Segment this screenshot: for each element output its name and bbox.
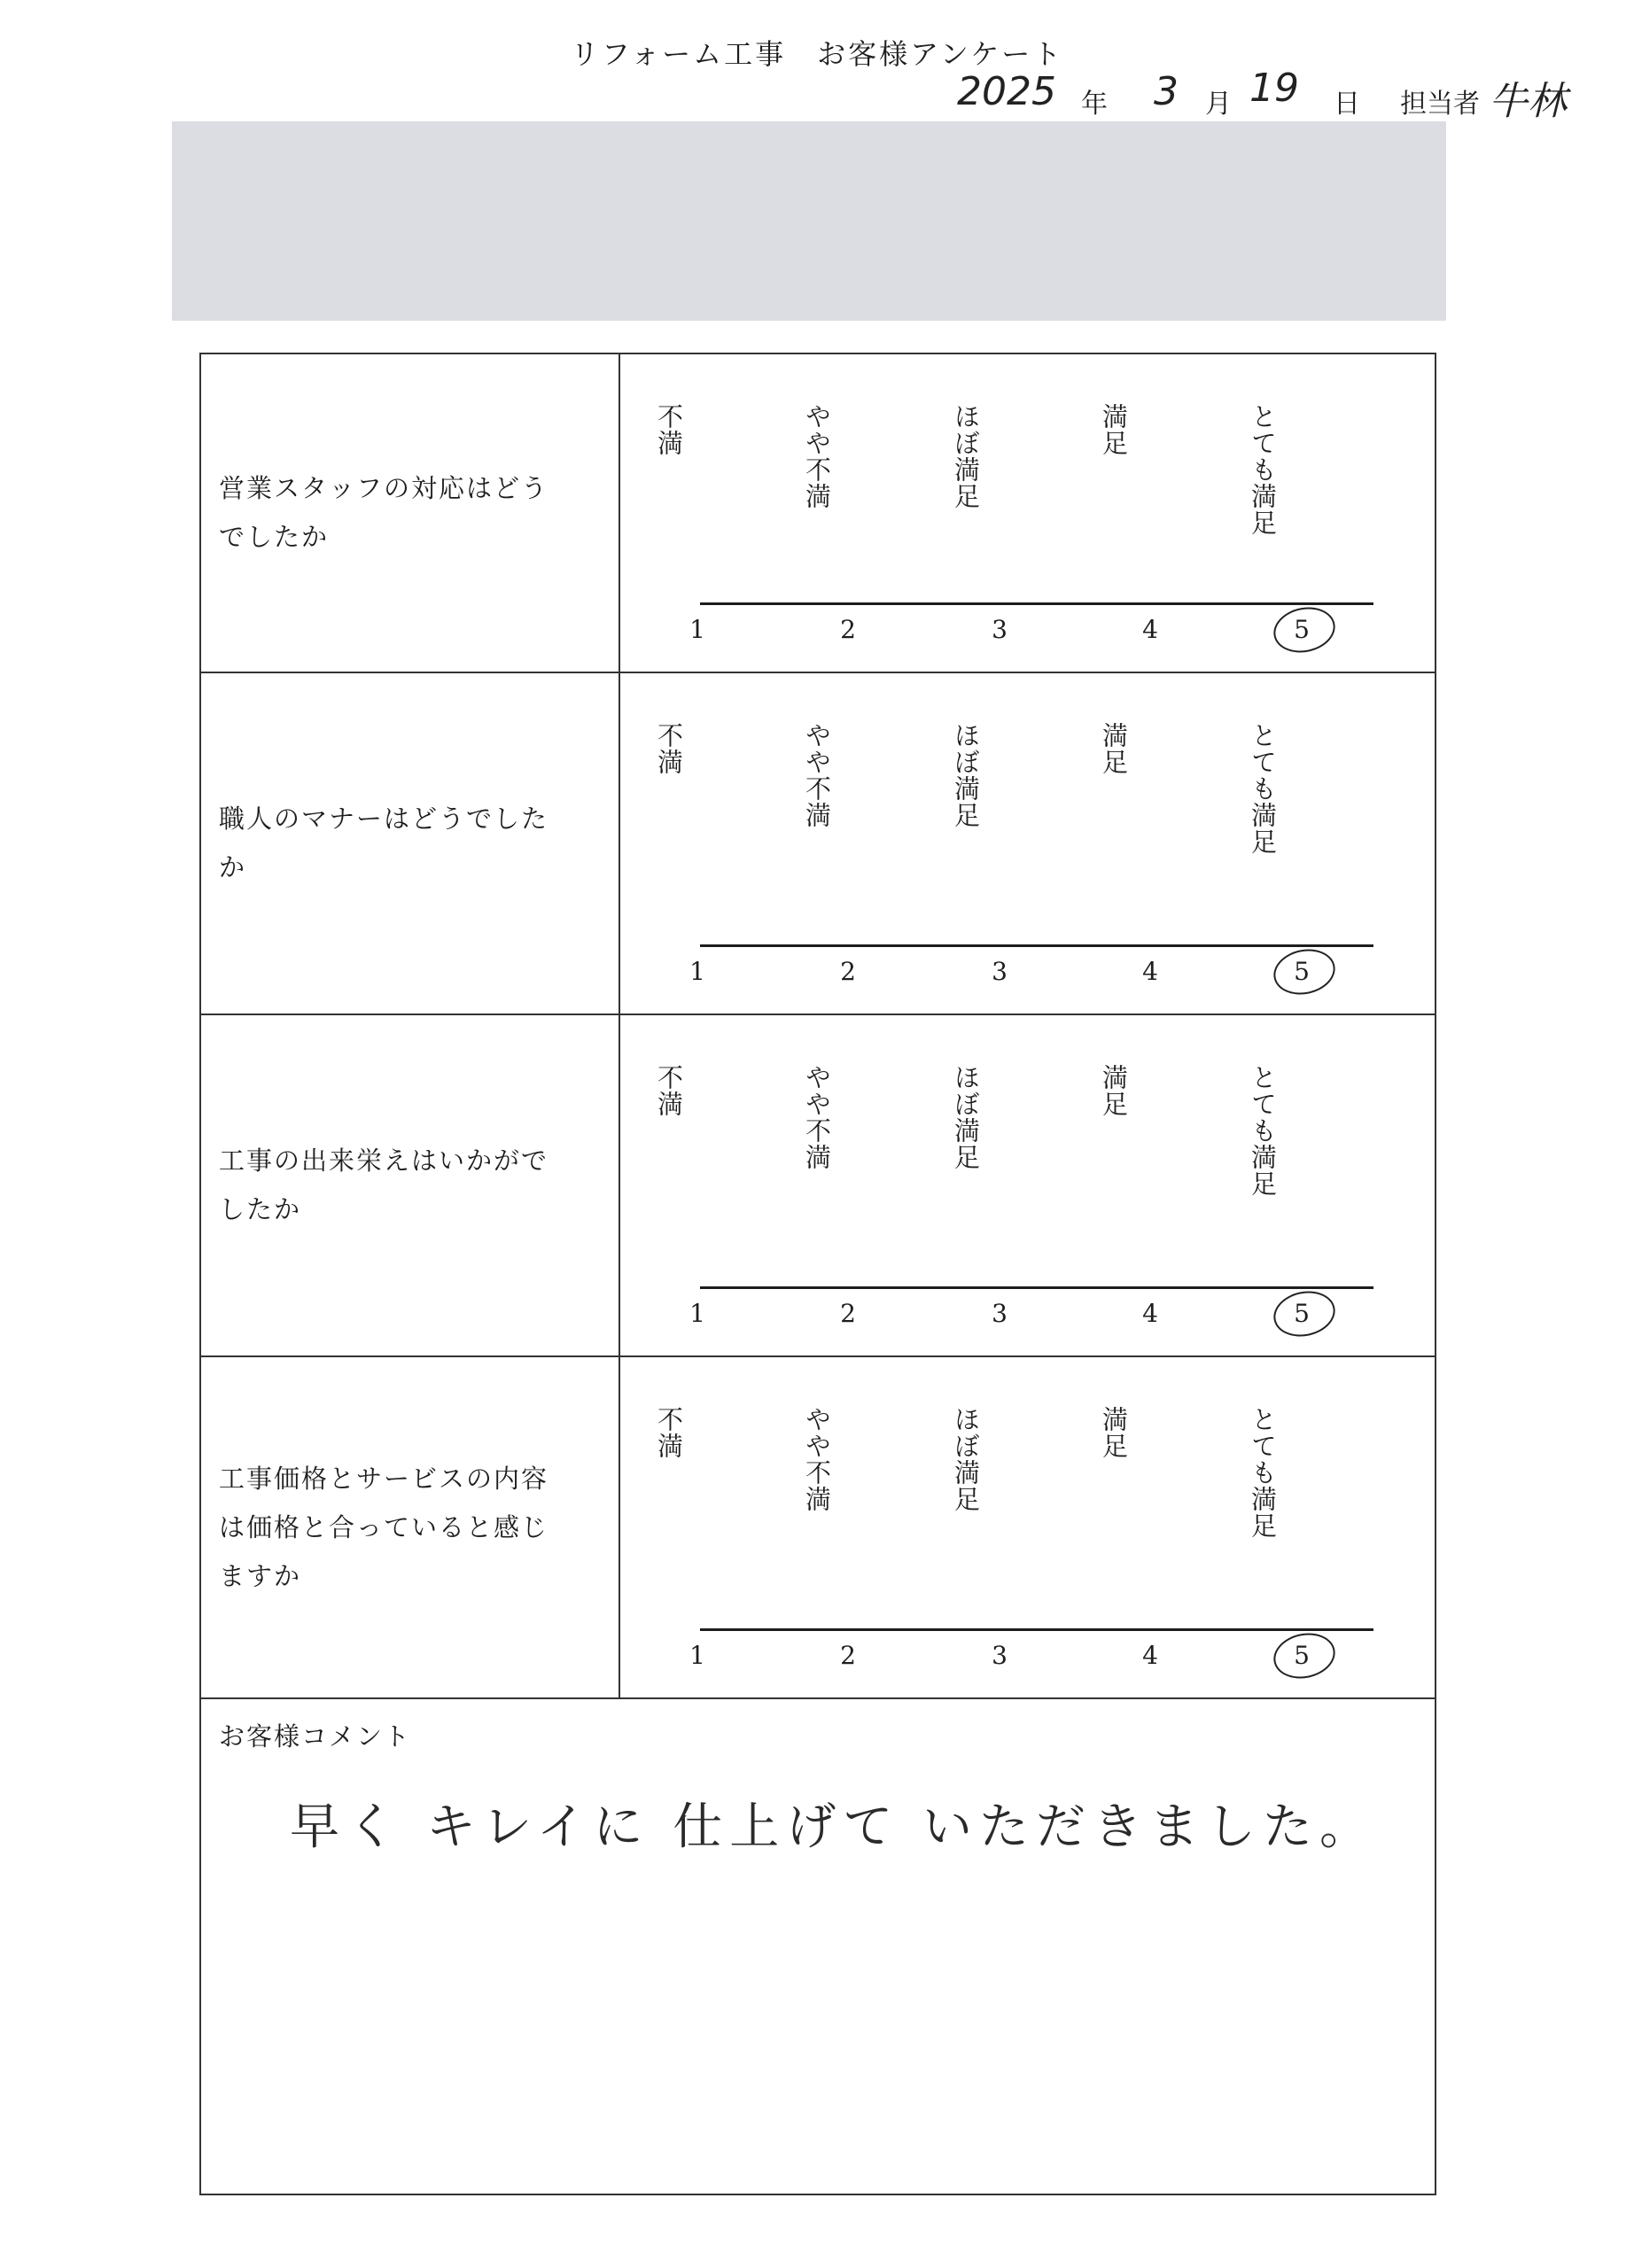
- scale-label: やや不満: [802, 1064, 832, 1170]
- date-year: 2025: [957, 69, 1056, 114]
- scale-number: 4: [1142, 1299, 1158, 1328]
- scale-label: ほぼ満足: [951, 1406, 981, 1512]
- scale-number: 4: [1142, 957, 1158, 986]
- scale-number: 2: [840, 957, 856, 986]
- scale-label: とても満足: [1248, 1406, 1278, 1539]
- scale-number: 3: [992, 615, 1008, 644]
- scale-number: 2: [840, 1299, 856, 1328]
- scale-label: やや不満: [802, 1406, 832, 1512]
- scale-label: やや不満: [802, 722, 832, 828]
- scale-label: ほぼ満足: [951, 722, 981, 828]
- scale-line: [700, 1286, 1373, 1289]
- scale-number: 1: [689, 615, 705, 644]
- date-line: [957, 66, 1613, 128]
- date-year-label: 年: [1081, 89, 1108, 120]
- scale-label: 満足: [1099, 722, 1129, 775]
- scale-label: 不満: [654, 403, 684, 456]
- redacted-block: [172, 121, 1446, 321]
- scale-label: 満足: [1099, 1406, 1129, 1459]
- scale-number: 5: [1294, 1299, 1310, 1328]
- scale-number: 2: [840, 615, 856, 644]
- survey-table: [199, 353, 1436, 2195]
- date-month-label: 月: [1205, 89, 1232, 120]
- scale-line: [700, 602, 1373, 605]
- scale-line: [700, 1628, 1373, 1631]
- question-text-cell: [201, 673, 620, 1014]
- selected-rating-circle: [1270, 602, 1340, 657]
- scale-number: 2: [840, 1641, 856, 1670]
- scale-number: 1: [689, 1299, 705, 1328]
- date-day-label: 日: [1334, 89, 1360, 120]
- rating-scale: [620, 1015, 1435, 1355]
- scale-number: 1: [689, 1641, 705, 1670]
- question-row: [201, 354, 1435, 673]
- scale-number: 4: [1142, 615, 1158, 644]
- scale-number: 3: [992, 1641, 1008, 1670]
- scale-number: 5: [1294, 615, 1310, 644]
- scale-label: ほぼ満足: [951, 403, 981, 509]
- scale-number: 4: [1142, 1641, 1158, 1670]
- scale-number: 5: [1294, 957, 1310, 986]
- scale-number: 5: [1294, 1641, 1310, 1670]
- selected-rating-circle: [1270, 1627, 1340, 1683]
- date-day: 19: [1249, 66, 1299, 111]
- survey-title: リフォーム工事 お客様アンケート: [570, 37, 1064, 71]
- scale-label: 満足: [1099, 1064, 1129, 1117]
- question-text: 営業スタッフの対応はどうでしたか: [219, 473, 549, 552]
- question-text: 職人のマナーはどうでしたか: [219, 804, 549, 882]
- selected-rating-circle: [1270, 944, 1340, 999]
- scale-label: 不満: [654, 1064, 684, 1117]
- question-row: [201, 673, 1435, 1015]
- rating-scale: [620, 354, 1435, 672]
- question-text: 工事価格とサービスの内容は価格と合っていると感じますか: [219, 1463, 549, 1591]
- scale-label: やや不満: [802, 403, 832, 509]
- staff-name: 牛林: [1489, 79, 1567, 124]
- scale-label: ほぼ満足: [951, 1064, 981, 1170]
- scale-label: 不満: [654, 1406, 684, 1459]
- scale-label: とても満足: [1248, 722, 1278, 855]
- question-row: [201, 1015, 1435, 1357]
- comment-text: 早く キレイに 仕上げて いただきました。: [290, 1798, 1377, 1856]
- question-row: [201, 1357, 1435, 1699]
- question-text-cell: [201, 1015, 620, 1355]
- scale-label: とても満足: [1248, 1064, 1278, 1197]
- rating-scale: [620, 673, 1435, 1014]
- rating-scale: [620, 1357, 1435, 1697]
- scale-number: 1: [689, 957, 705, 986]
- date-month: 3: [1154, 69, 1179, 114]
- comment-label: お客様コメント: [219, 1721, 412, 1751]
- scale-number: 3: [992, 1299, 1008, 1328]
- scale-number: 3: [992, 957, 1008, 986]
- scale-label: 満足: [1099, 403, 1129, 456]
- scale-line: [700, 944, 1373, 947]
- comment-box: [201, 1699, 1435, 2194]
- question-text-cell: [201, 354, 620, 672]
- question-text: 工事の出来栄えはいかがでしたか: [219, 1146, 549, 1224]
- question-text-cell: [201, 1357, 620, 1697]
- selected-rating-circle: [1270, 1285, 1340, 1341]
- staff-label: 担当者: [1400, 89, 1480, 120]
- scale-label: 不満: [654, 722, 684, 775]
- scale-label: とても満足: [1248, 403, 1278, 536]
